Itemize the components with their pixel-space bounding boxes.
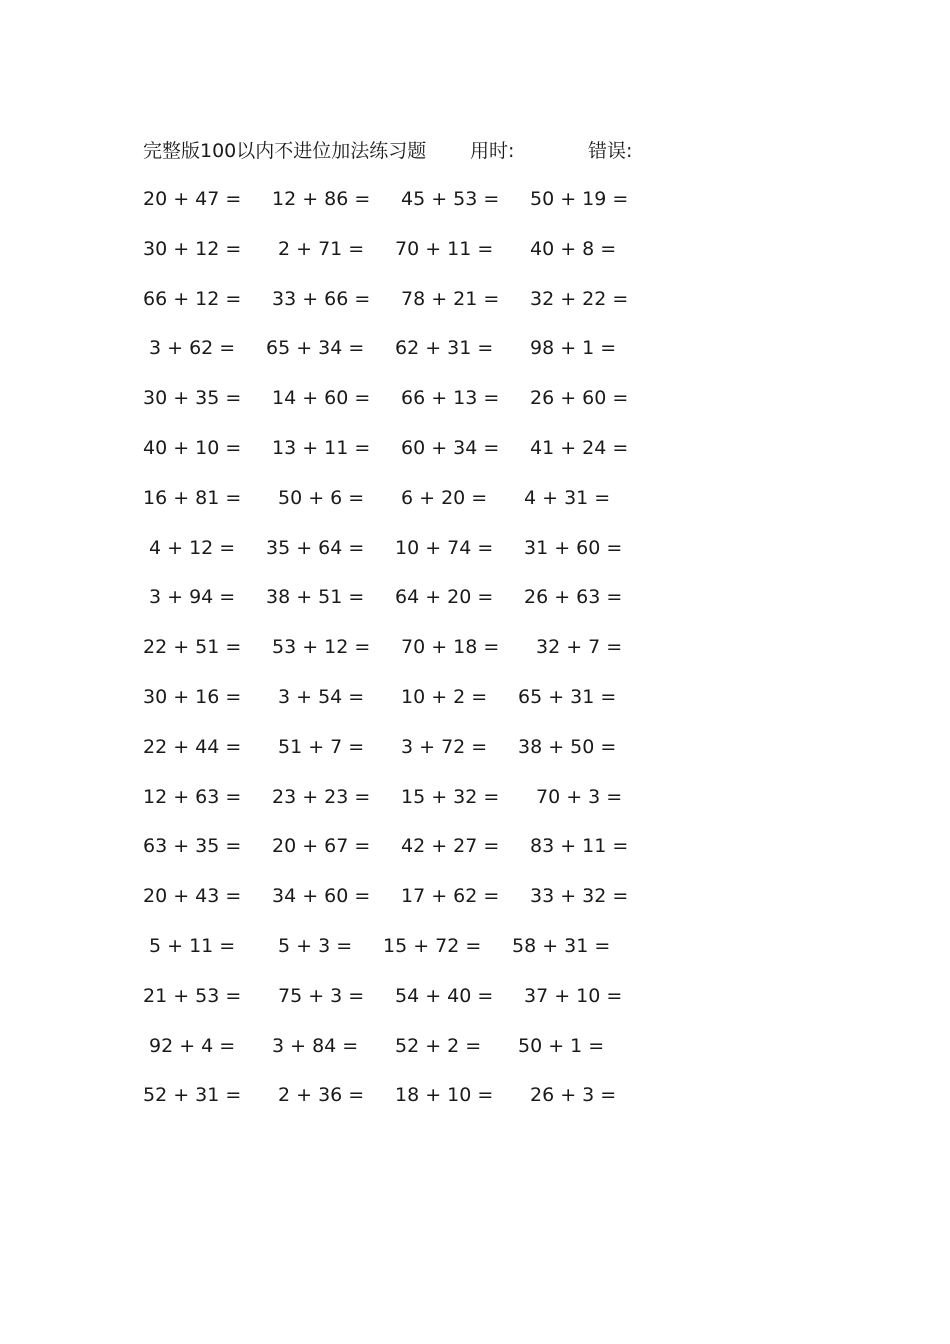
addition-problem: 22 + 51 =	[143, 636, 242, 659]
addition-problem: 51 + 7 =	[278, 735, 365, 758]
addition-problem: 34 + 60 =	[272, 885, 371, 908]
addition-problem: 62 + 31 =	[395, 337, 494, 360]
problem-row	[0, 832, 950, 882]
addition-problem: 3 + 94 =	[149, 586, 236, 609]
addition-problem: 83 + 11 =	[530, 835, 629, 858]
addition-problem: 58 + 31 =	[512, 934, 611, 957]
addition-problem: 35 + 64 =	[266, 536, 365, 559]
addition-problem: 10 + 2 =	[401, 685, 488, 708]
problem-row	[0, 484, 950, 534]
addition-problem: 5 + 3 =	[278, 934, 353, 957]
addition-problem: 66 + 13 =	[401, 387, 500, 410]
addition-problem: 4 + 31 =	[524, 486, 611, 509]
worksheet-title: 完整版100以内不进位加法练习题	[143, 140, 427, 162]
problem-row	[0, 185, 950, 235]
addition-problem: 65 + 31 =	[518, 685, 617, 708]
addition-problem: 40 + 10 =	[143, 436, 242, 459]
addition-problem: 14 + 60 =	[272, 387, 371, 410]
addition-problem: 20 + 67 =	[272, 835, 371, 858]
addition-problem: 64 + 20 =	[395, 586, 494, 609]
addition-problem: 66 + 12 =	[143, 287, 242, 310]
addition-problem: 3 + 54 =	[278, 685, 365, 708]
worksheet-header	[0, 137, 950, 165]
addition-problem: 52 + 2 =	[395, 1034, 482, 1057]
addition-problem: 12 + 63 =	[143, 785, 242, 808]
problem-row	[0, 882, 950, 932]
problem-row	[0, 783, 950, 833]
addition-problem: 4 + 12 =	[149, 536, 236, 559]
addition-problem: 45 + 53 =	[401, 188, 500, 210]
addition-problem: 10 + 74 =	[395, 536, 494, 559]
addition-problem: 53 + 12 =	[272, 636, 371, 659]
addition-problem: 17 + 62 =	[401, 885, 500, 908]
addition-problem: 5 + 11 =	[149, 934, 236, 957]
problem-row	[0, 534, 950, 584]
problem-grid	[0, 185, 950, 1131]
time-used-label: 用时:	[470, 140, 515, 162]
addition-problem: 16 + 81 =	[143, 486, 242, 509]
addition-problem: 20 + 47 =	[143, 188, 242, 210]
addition-problem: 70 + 11 =	[395, 237, 494, 260]
problem-row	[0, 1032, 950, 1082]
addition-problem: 40 + 8 =	[530, 237, 617, 260]
problem-row	[0, 683, 950, 733]
addition-problem: 32 + 7 =	[536, 636, 623, 659]
addition-problem: 38 + 51 =	[266, 586, 365, 609]
problem-row	[0, 1081, 950, 1131]
addition-problem: 26 + 63 =	[524, 586, 623, 609]
addition-problem: 30 + 16 =	[143, 685, 242, 708]
addition-problem: 50 + 1 =	[518, 1034, 605, 1057]
addition-problem: 65 + 34 =	[266, 337, 365, 360]
addition-problem: 15 + 32 =	[401, 785, 500, 808]
addition-problem: 37 + 10 =	[524, 984, 623, 1007]
addition-problem: 21 + 53 =	[143, 984, 242, 1007]
addition-problem: 3 + 72 =	[401, 735, 488, 758]
addition-problem: 70 + 18 =	[401, 636, 500, 659]
addition-problem: 63 + 35 =	[143, 835, 242, 858]
addition-problem: 15 + 72 =	[383, 934, 482, 957]
addition-problem: 98 + 1 =	[530, 337, 617, 360]
problem-row	[0, 384, 950, 434]
addition-problem: 18 + 10 =	[395, 1084, 494, 1107]
addition-problem: 42 + 27 =	[401, 835, 500, 858]
addition-problem: 26 + 3 =	[530, 1084, 617, 1107]
problem-row	[0, 733, 950, 783]
addition-problem: 3 + 84 =	[272, 1034, 359, 1057]
addition-problem: 50 + 19 =	[530, 188, 629, 210]
addition-problem: 33 + 66 =	[272, 287, 371, 310]
addition-problem: 50 + 6 =	[278, 486, 365, 509]
addition-problem: 23 + 23 =	[272, 785, 371, 808]
addition-problem: 33 + 32 =	[530, 885, 629, 908]
problem-row	[0, 982, 950, 1032]
addition-problem: 30 + 12 =	[143, 237, 242, 260]
addition-problem: 20 + 43 =	[143, 885, 242, 908]
addition-problem: 92 + 4 =	[149, 1034, 236, 1057]
addition-problem: 78 + 21 =	[401, 287, 500, 310]
addition-problem: 52 + 31 =	[143, 1084, 242, 1107]
errors-label: 错误:	[588, 140, 633, 162]
problem-row	[0, 434, 950, 484]
addition-problem: 13 + 11 =	[272, 436, 371, 459]
addition-problem: 30 + 35 =	[143, 387, 242, 410]
problem-row	[0, 235, 950, 285]
addition-problem: 60 + 34 =	[401, 436, 500, 459]
problem-row	[0, 932, 950, 982]
problem-row	[0, 633, 950, 683]
addition-problem: 38 + 50 =	[518, 735, 617, 758]
addition-problem: 26 + 60 =	[530, 387, 629, 410]
addition-problem: 41 + 24 =	[530, 436, 629, 459]
addition-problem: 70 + 3 =	[536, 785, 623, 808]
addition-problem: 54 + 40 =	[395, 984, 494, 1007]
problem-row	[0, 583, 950, 633]
addition-problem: 2 + 71 =	[278, 237, 365, 260]
addition-problem: 2 + 36 =	[278, 1084, 365, 1107]
addition-problem: 32 + 22 =	[530, 287, 629, 310]
problem-row	[0, 334, 950, 384]
addition-problem: 6 + 20 =	[401, 486, 488, 509]
addition-problem: 75 + 3 =	[278, 984, 365, 1007]
addition-problem: 12 + 86 =	[272, 188, 371, 210]
problem-row	[0, 285, 950, 335]
addition-problem: 3 + 62 =	[149, 337, 236, 360]
addition-problem: 31 + 60 =	[524, 536, 623, 559]
addition-problem: 22 + 44 =	[143, 735, 242, 758]
